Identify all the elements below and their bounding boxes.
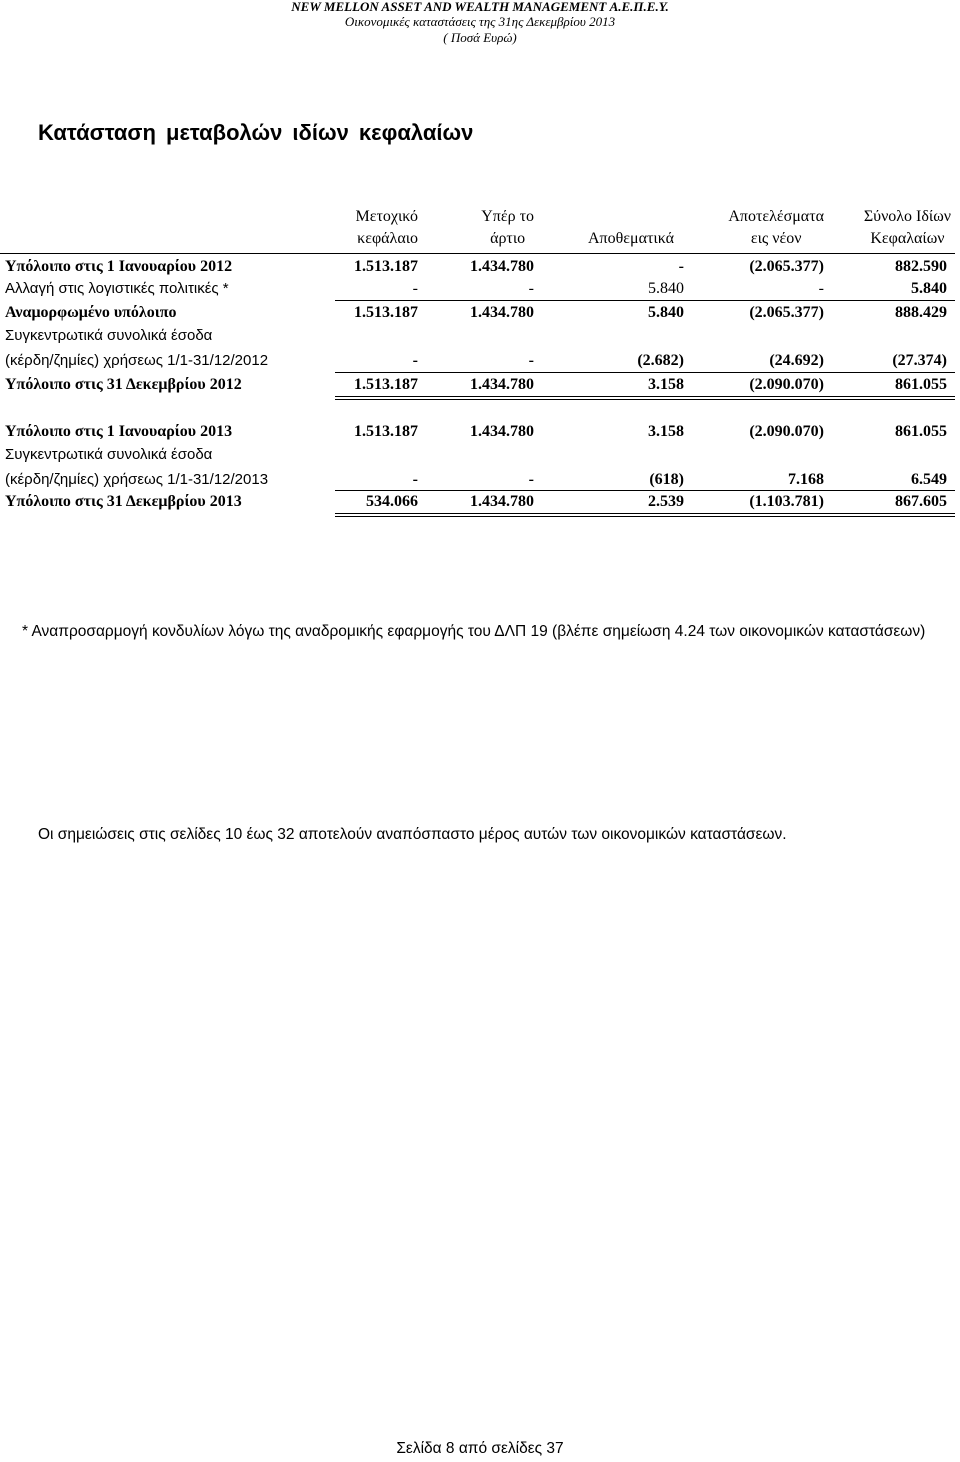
table-row: Αλλαγή στις λογιστικές πολιτικές * - - 5.840 - 5.840 [5,280,947,297]
table-row: Υπόλοιπο στις 1 Ιανουαρίου 2012 1.513.187 1.434.780 - (2.065.377) 882.590 [5,258,947,275]
table-row: (κέρδη/ζημίες) χρήσεως 1/1-31/12/2013 - - (618) 7.168 6.549 [5,471,947,488]
column-header-retained-earnings: Αποτελέσματα εις νέον [728,208,824,247]
restatement-footnote: * Αναπροσαρμογή κονδυλίων λόγω της αναδρομικής εφαρμογής του ΔΛΠ 19 (βλέπε σημείωση 4.24 των οικονομικών καταστάσεων) [22,623,926,640]
table-row: Αναμορφωμένο υπόλοιπο 1.513.187 1.434.780 5.840 (2.065.377) 888.429 [5,304,947,321]
page-number: Σελίδα 8 από σελίδες 37 [396,1440,564,1457]
column-header-total-equity: Σύνολο Ιδίων Κεφαλαίων [863,208,951,247]
column-header-reserves: Αποθεματικά [587,230,674,247]
currency-note: ( Ποσά Ευρώ) [443,30,517,45]
company-name: NEW MELLON ASSET AND WEALTH MANAGEMENT Α.Ε.Π.Ε.Υ. [291,0,669,14]
total-double-rule [335,513,955,517]
integral-notes-statement: Οι σημειώσεις στις σελίδες 10 έως 32 αποτελούν αναπόσπαστο μέρος αυτών των οικονομικών καταστάσεων. [38,826,787,843]
table-row: Συγκεντρωτικά συνολικά έσοδα [5,446,213,463]
document-header [0,0,960,46]
table-row: Υπόλοιπο στις 31 Δεκεμβρίου 2012 1.513.187 1.434.780 3.158 (2.090.070) 861.055 [5,376,947,393]
column-header-share-premium: Υπέρ το άρτιο [481,208,534,247]
page-title: Κατάσταση μεταβολών ιδίων κεφαλαίων [38,120,474,145]
table-row: Συγκεντρωτικά συνολικά έσοδα [5,327,213,344]
column-header-share-capital: Μετοχικό κεφάλαιο [355,208,418,247]
subtotal-rule [335,372,955,373]
total-double-rule [335,396,955,400]
statement-period: Οικονομικές καταστάσεις της 31ης Δεκεμβρίου 2013 [344,14,616,29]
subtotal-rule [335,300,955,301]
table-row: Υπόλοιπο στις 1 Ιανουαρίου 2013 1.513.187 1.434.780 3.158 (2.090.070) 861.055 [5,423,947,440]
table-row: (κέρδη/ζημίες) χρήσεως 1/1-31/12/2012 - - (2.682) (24.692) (27.374) [5,352,947,369]
table-row: Υπόλοιπο στις 31 Δεκεμβρίου 2013 534.066 1.434.780 2.539 (1.103.781) 867.605 [5,493,947,510]
header-rule [0,253,955,254]
